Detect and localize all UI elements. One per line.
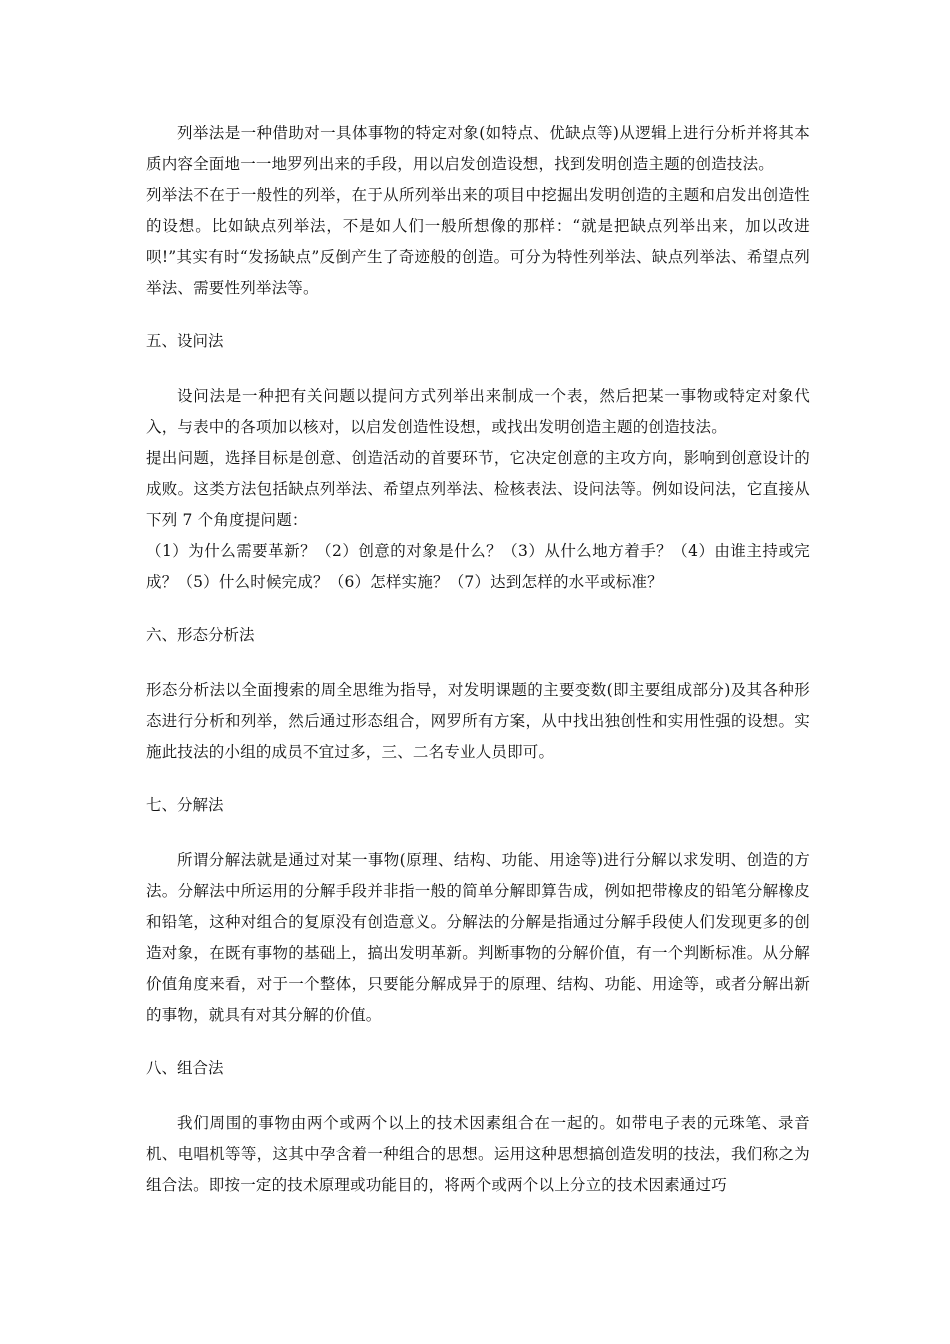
paragraph-listing-method-intro: 列举法是一种借助对一具体事物的特定对象(如特点、优缺点等)从逻辑上进行分析并将其本质内容全面地一一地罗列出来的手段，用以启发创造设想，找到发明创造主题的创造技法。 [146, 124, 810, 173]
section-heading-decomposition-method: 七、分解法 [146, 796, 224, 814]
paragraph-questioning-method-list: （1）为什么需要革新？（2）创意的对象是什么？（3）从什么地方着手？（4）由谁主持或完成？（5）什么时候完成？（6）怎样实施？（7）达到怎样的水平或标准？ [146, 542, 810, 591]
paragraph-questioning-method-detail: 提出问题，选择目标是创意、创造活动的首要环节，它决定创意的主攻方向，影响到创意设计的成败。这类方法包括缺点列举法、希望点列举法、检核表法、设问法等。例如设问法，它直接从下列 7 个角度提问题： [146, 449, 810, 529]
section-heading-questioning-method: 五、设问法 [146, 332, 224, 350]
paragraph-morphological-analysis: 形态分析法以全面搜索的周全思维为指导，对发明课题的主要变数(即主要组成部分)及其各种形态进行分析和列举，然后通过形态组合，网罗所有方案，从中找出独创性和实用性强的设想。实施此技法的小组的成员不宜过多，三、二名专业人员即可。 [146, 681, 810, 761]
paragraph-decomposition-method: 所谓分解法就是通过对某一事物(原理、结构、功能、用途等)进行分解以求发明、创造的方法。分解法中所运用的分解手段并非指一般的简单分解即算告成，例如把带橡皮的铅笔分解橡皮和铅笔，这种对组合的复原没有创造意义。分解法的分解是指通过分解手段使人们发现更多的创造对象，在既有事物的基础上，搞出发明革新。判断事物的分解价值，有一个判断标准。从分解价值角度来看，对于一个整体，只要能分解成异于的原理、结构、功能、用途等，或者分解出新的事物，就具有对其分解的价值。 [146, 851, 810, 1024]
section-heading-morphological-analysis: 六、形态分析法 [146, 626, 255, 644]
section-heading-combination-method: 八、组合法 [146, 1059, 224, 1077]
paragraph-questioning-method-intro: 设问法是一种把有关问题以提问方式列举出来制成一个表，然后把某一事物或特定对象代入，与表中的各项加以核对，以启发创造性设想，或找出发明创造主题的创造技法。 [146, 387, 810, 436]
paragraph-listing-method-detail: 列举法不在于一般性的列举，在于从所列举出来的项目中挖掘出发明创造的主题和启发出创造性的设想。比如缺点列举法，不是如人们一般所想像的那样：“就是把缺点列举出来，加以改进呗!”其实有时“发扬缺点”反倒产生了奇迹般的创造。可分为特性列举法、缺点列举法、希望点列举法、需要性列举法等。 [146, 186, 810, 297]
document-page [146, 118, 810, 1201]
paragraph-combination-method: 我们周围的事物由两个或两个以上的技术因素组合在一起的。如带电子表的元珠笔、录音机、电唱机等等，这其中孕含着一种组合的思想。运用这种思想搞创造发明的技法，我们称之为组合法。即按一定的技术原理或功能目的，将两个或两个以上分立的技术因素通过巧 [146, 1114, 810, 1194]
